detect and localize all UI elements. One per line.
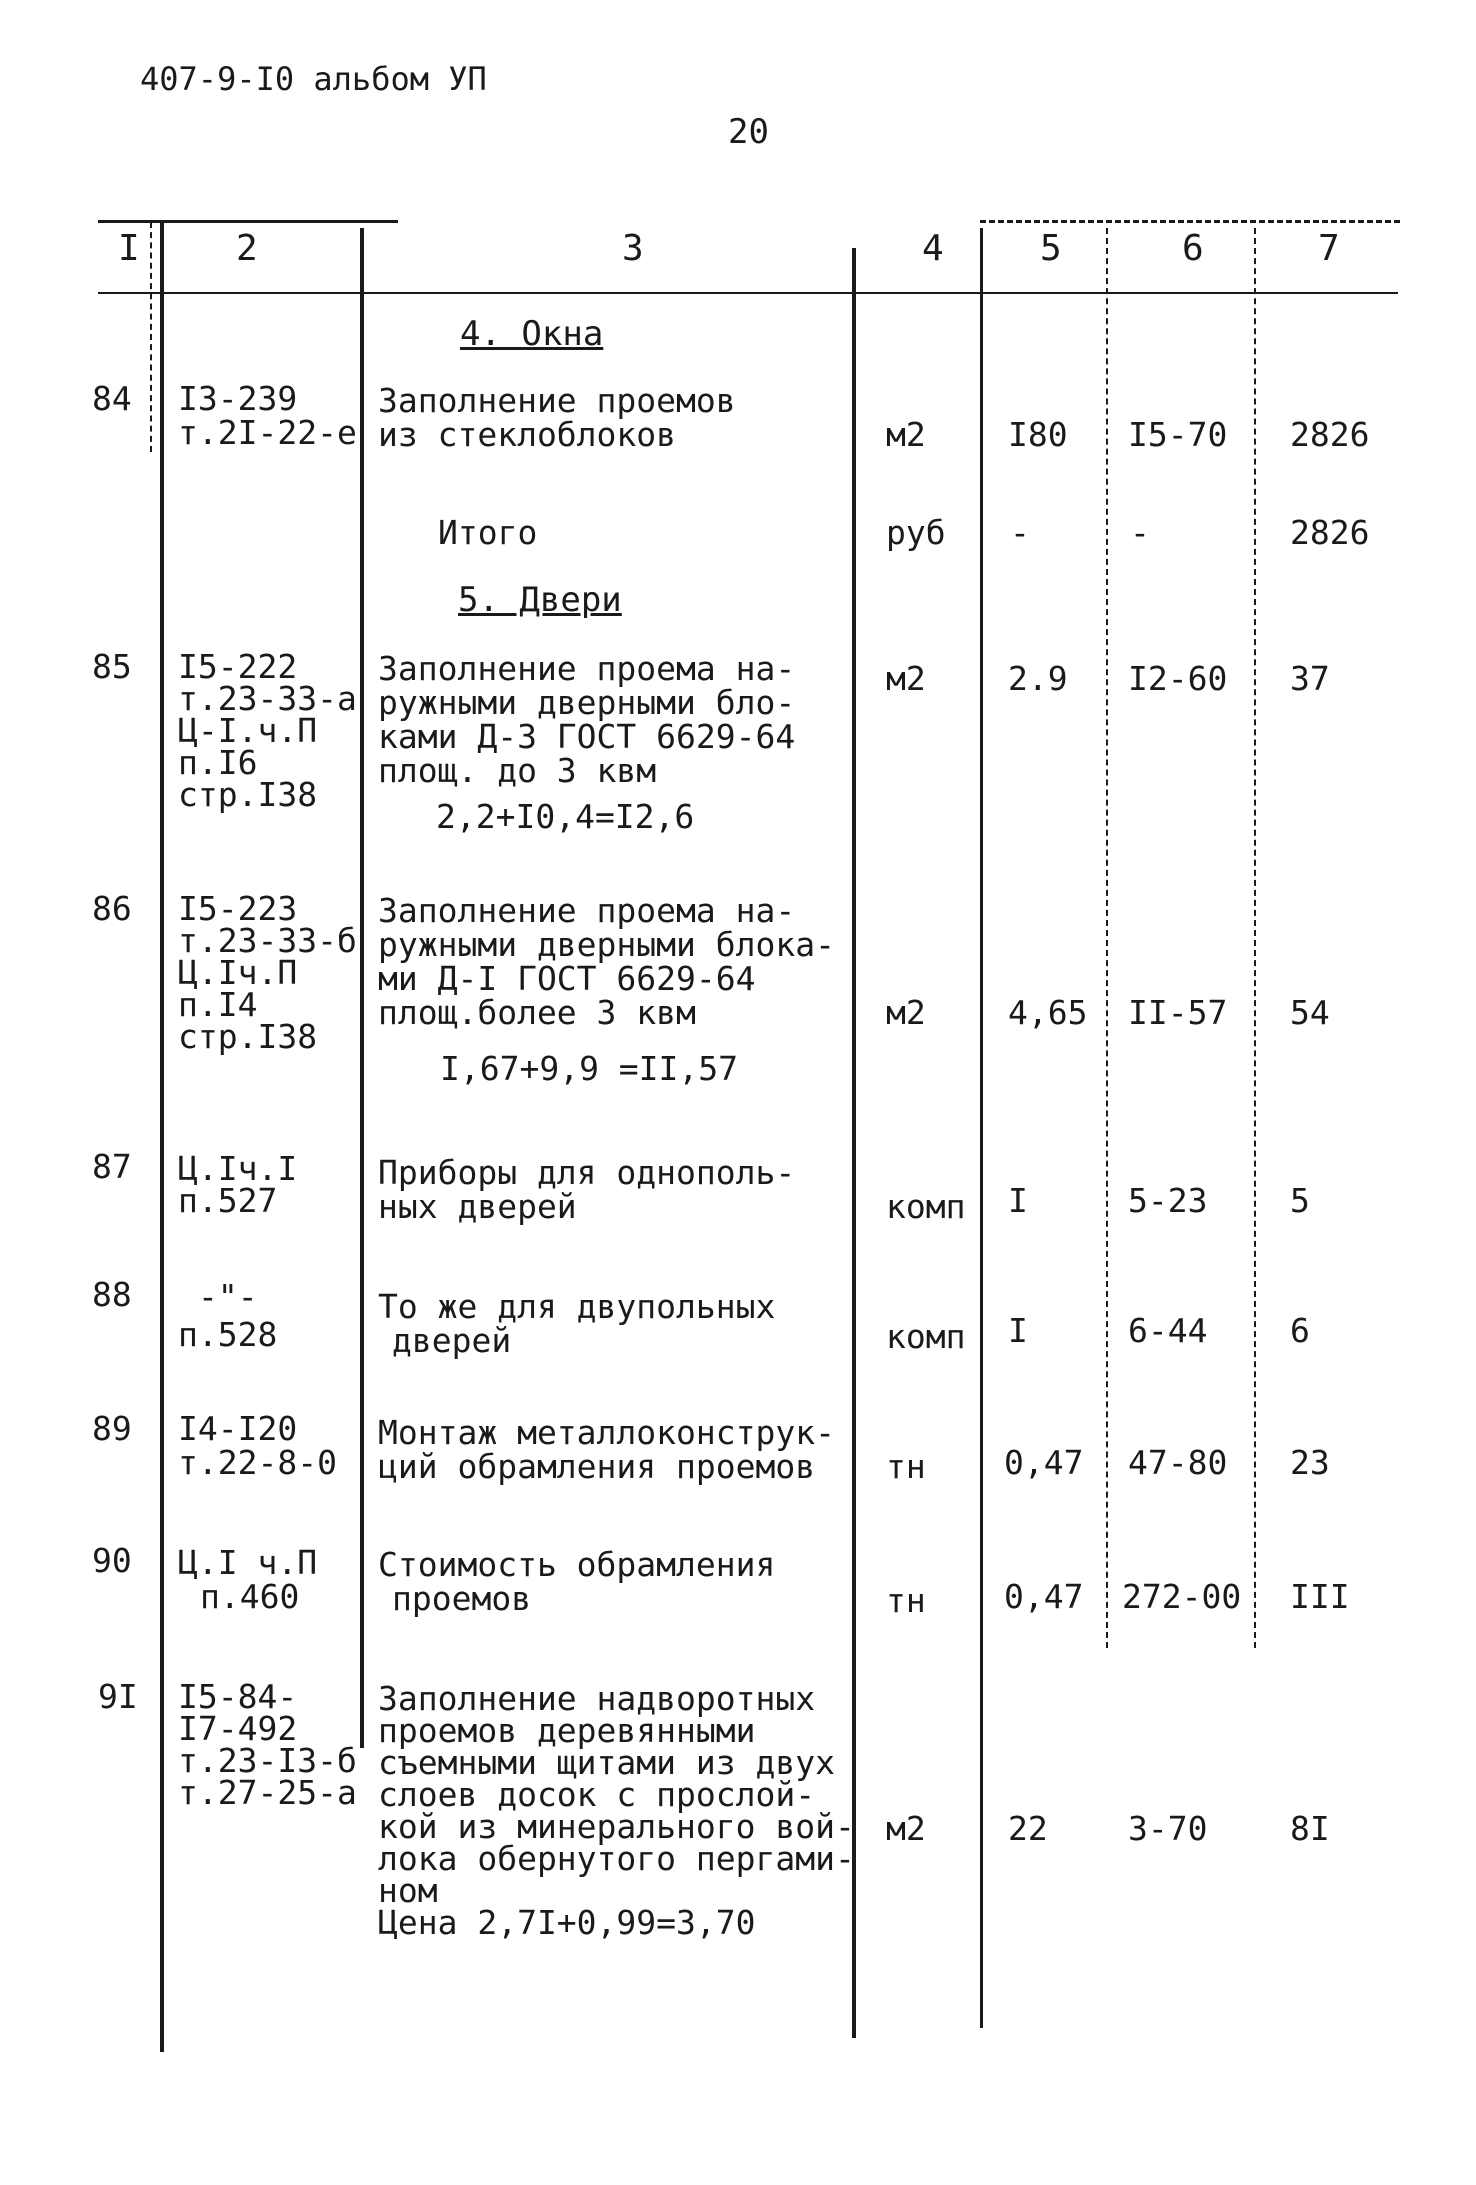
row-91-desc-line: проемов деревянными bbox=[378, 1711, 756, 1750]
row-87-unit-price: 5-23 bbox=[1128, 1181, 1208, 1220]
row-86-ref-line: стр.I38 bbox=[178, 1017, 318, 1056]
row-85-ref-line: I5-222 bbox=[178, 647, 298, 686]
row-90-number: 90 bbox=[92, 1541, 132, 1580]
column-divider-2 bbox=[160, 222, 164, 2052]
row-89-ref-line: I4-I20 bbox=[178, 1409, 298, 1448]
row-88-quantity: I bbox=[1008, 1311, 1028, 1350]
row-85-quantity: 2.9 bbox=[1008, 659, 1068, 698]
row-89-number: 89 bbox=[92, 1409, 132, 1448]
row-86-unit-price: II-57 bbox=[1128, 993, 1228, 1032]
row-85-ref-line: п.I6 bbox=[178, 743, 258, 782]
document-code: 407-9-I0 альбом УП bbox=[140, 60, 487, 98]
row-85-unit-price: I2-60 bbox=[1128, 659, 1228, 698]
row-90-unit: тн bbox=[886, 1581, 926, 1620]
row-88-unit-price: 6-44 bbox=[1128, 1311, 1208, 1350]
section-title-windows: 4. Окна bbox=[460, 314, 604, 354]
row-85-calculation: 2,2+I0,4=I2,6 bbox=[436, 797, 695, 836]
column-divider-6 bbox=[1106, 228, 1108, 1648]
row-88-total: 6 bbox=[1290, 1311, 1310, 1350]
row-90-total: III bbox=[1290, 1577, 1350, 1616]
row-90-quantity: 0,47 bbox=[1004, 1577, 1084, 1616]
subtotal-total: 2826 bbox=[1290, 513, 1370, 552]
subtotal-unit: руб bbox=[886, 513, 946, 552]
row-85-desc-line: площ. до 3 квм bbox=[378, 751, 657, 790]
column-header-5: 5 bbox=[1040, 228, 1062, 269]
row-85-ref-line: стр.I38 bbox=[178, 775, 318, 814]
row-88-number: 88 bbox=[92, 1275, 132, 1314]
row-84-quantity: I80 bbox=[1008, 415, 1068, 454]
row-86-ref-line: I5-223 bbox=[178, 889, 298, 928]
page-number: 20 bbox=[728, 112, 769, 152]
header-top-rule-right bbox=[980, 220, 1400, 223]
row-85-total: 37 bbox=[1290, 659, 1330, 698]
row-86-desc-line: площ.более 3 квм bbox=[378, 993, 696, 1032]
row-85-unit: м2 bbox=[886, 659, 926, 698]
row-84-ref-line: I3-239 bbox=[178, 379, 298, 418]
row-86-ref-line: п.I4 bbox=[178, 985, 258, 1024]
row-87-quantity: I bbox=[1008, 1181, 1028, 1220]
row-90-desc-line: проемов bbox=[392, 1579, 532, 1618]
row-89-ref-line: т.22-8-0 bbox=[178, 1443, 337, 1482]
column-divider-4 bbox=[852, 248, 856, 2038]
row-91-price-note: Цена 2,7I+0,99=3,70 bbox=[378, 1903, 756, 1942]
subtotal-label: Итого bbox=[438, 513, 538, 552]
row-84-unit: м2 bbox=[886, 415, 926, 454]
column-header-2: 2 bbox=[236, 228, 258, 269]
row-85-ref-line: т.23-33-а bbox=[178, 679, 357, 718]
row-90-ref-line: Ц.I ч.П bbox=[178, 1543, 318, 1582]
row-86-calculation: I,67+9,9 =II,57 bbox=[440, 1049, 739, 1088]
row-89-total: 23 bbox=[1290, 1443, 1330, 1482]
column-header-3: 3 bbox=[622, 228, 644, 269]
row-86-desc-line: ми Д-I ГОСТ 6629-64 bbox=[378, 959, 756, 998]
column-header-6: 6 bbox=[1182, 228, 1204, 269]
row-91-number: 9I bbox=[98, 1677, 138, 1716]
row-90-ref-line: п.460 bbox=[200, 1577, 300, 1616]
column-divider-5 bbox=[980, 228, 983, 2028]
column-divider-3 bbox=[360, 228, 364, 1748]
row-86-desc-line: ружными дверными блока- bbox=[378, 925, 835, 964]
row-84-total: 2826 bbox=[1290, 415, 1370, 454]
subtotal-quantity: - bbox=[1010, 513, 1030, 552]
subtotal-price: - bbox=[1130, 513, 1150, 552]
column-header-7: 7 bbox=[1318, 228, 1340, 269]
row-87-desc-line: Приборы для однополь- bbox=[378, 1153, 796, 1192]
row-88-ref-line: -"- bbox=[198, 1277, 258, 1316]
row-91-ref-line: I5-84- bbox=[178, 1677, 298, 1716]
column-divider-7 bbox=[1254, 228, 1256, 1648]
row-89-desc-line: ций обрамления проемов bbox=[378, 1447, 816, 1486]
row-91-desc-line: слоев досок с прослой- bbox=[378, 1775, 816, 1814]
row-88-unit: комп bbox=[886, 1317, 966, 1356]
column-header-1: I bbox=[118, 228, 140, 269]
row-85-desc-line: ружными дверными бло- bbox=[378, 683, 796, 722]
section-title-doors: 5. Двери bbox=[458, 580, 622, 620]
row-91-ref-line: I7-492 bbox=[178, 1709, 298, 1748]
row-91-total: 8I bbox=[1290, 1809, 1330, 1848]
header-top-rule bbox=[98, 220, 398, 223]
row-86-quantity: 4,65 bbox=[1008, 993, 1088, 1032]
row-91-unit: м2 bbox=[886, 1809, 926, 1848]
row-89-desc-line: Монтаж металлоконструк- bbox=[378, 1413, 835, 1452]
row-90-unit-price: 272-00 bbox=[1122, 1577, 1242, 1616]
row-85-desc-line: Заполнение проема на- bbox=[378, 649, 796, 688]
row-87-desc-line: ных дверей bbox=[378, 1187, 577, 1226]
row-91-desc-line: съемными щитами из двух bbox=[378, 1743, 835, 1782]
row-84-unit-price: I5-70 bbox=[1128, 415, 1228, 454]
row-84-number: 84 bbox=[92, 379, 132, 418]
row-87-unit: комп bbox=[886, 1187, 966, 1226]
row-91-desc-line: лока обернутого пергами- bbox=[378, 1839, 855, 1878]
row-86-ref-line: т.23-33-б bbox=[178, 921, 357, 960]
row-88-ref-line: п.528 bbox=[178, 1315, 278, 1354]
row-91-desc-line: ном bbox=[378, 1871, 438, 1910]
row-91-quantity: 22 bbox=[1008, 1809, 1048, 1848]
row-89-unit-price: 47-80 bbox=[1128, 1443, 1228, 1482]
row-86-total: 54 bbox=[1290, 993, 1330, 1032]
row-86-number: 86 bbox=[92, 889, 132, 928]
row-88-desc-line: То же для двупольных bbox=[378, 1287, 776, 1326]
row-84-desc-line: Заполнение проемов bbox=[378, 381, 736, 420]
row-88-desc-line: дверей bbox=[392, 1321, 512, 1360]
row-87-total: 5 bbox=[1290, 1181, 1310, 1220]
row-91-desc-line: кой из минерального вой- bbox=[378, 1807, 855, 1846]
row-89-quantity: 0,47 bbox=[1004, 1443, 1084, 1482]
row-85-number: 85 bbox=[92, 647, 132, 686]
row-91-desc-line: Заполнение надворотных bbox=[378, 1679, 816, 1718]
row-91-ref-line: т.27-25-а bbox=[178, 1773, 357, 1812]
row-86-ref-line: Ц.Iч.П bbox=[178, 953, 298, 992]
row-89-unit: тн bbox=[886, 1447, 926, 1486]
row-87-number: 87 bbox=[92, 1147, 132, 1186]
row-87-ref-line: п.527 bbox=[178, 1181, 278, 1220]
column-header-4: 4 bbox=[922, 228, 944, 269]
header-bottom-rule bbox=[98, 292, 1398, 294]
row-86-unit: м2 bbox=[886, 993, 926, 1032]
row-87-ref-line: Ц.Iч.I bbox=[178, 1149, 298, 1188]
row-84-desc-line: из стеклоблоков bbox=[378, 415, 677, 454]
row-85-desc-line: ками Д-3 ГОСТ 6629-64 bbox=[378, 717, 796, 756]
row-86-desc-line: Заполнение проема на- bbox=[378, 891, 796, 930]
row-90-desc-line: Стоимость обрамления bbox=[378, 1545, 776, 1584]
row-84-ref-line: т.2I-22-е bbox=[178, 413, 357, 452]
column-divider-1 bbox=[150, 222, 152, 452]
row-91-unit-price: 3-70 bbox=[1128, 1809, 1208, 1848]
row-91-ref-line: т.23-I3-б bbox=[178, 1741, 357, 1780]
row-85-ref-line: Ц-I.ч.П bbox=[178, 711, 318, 750]
